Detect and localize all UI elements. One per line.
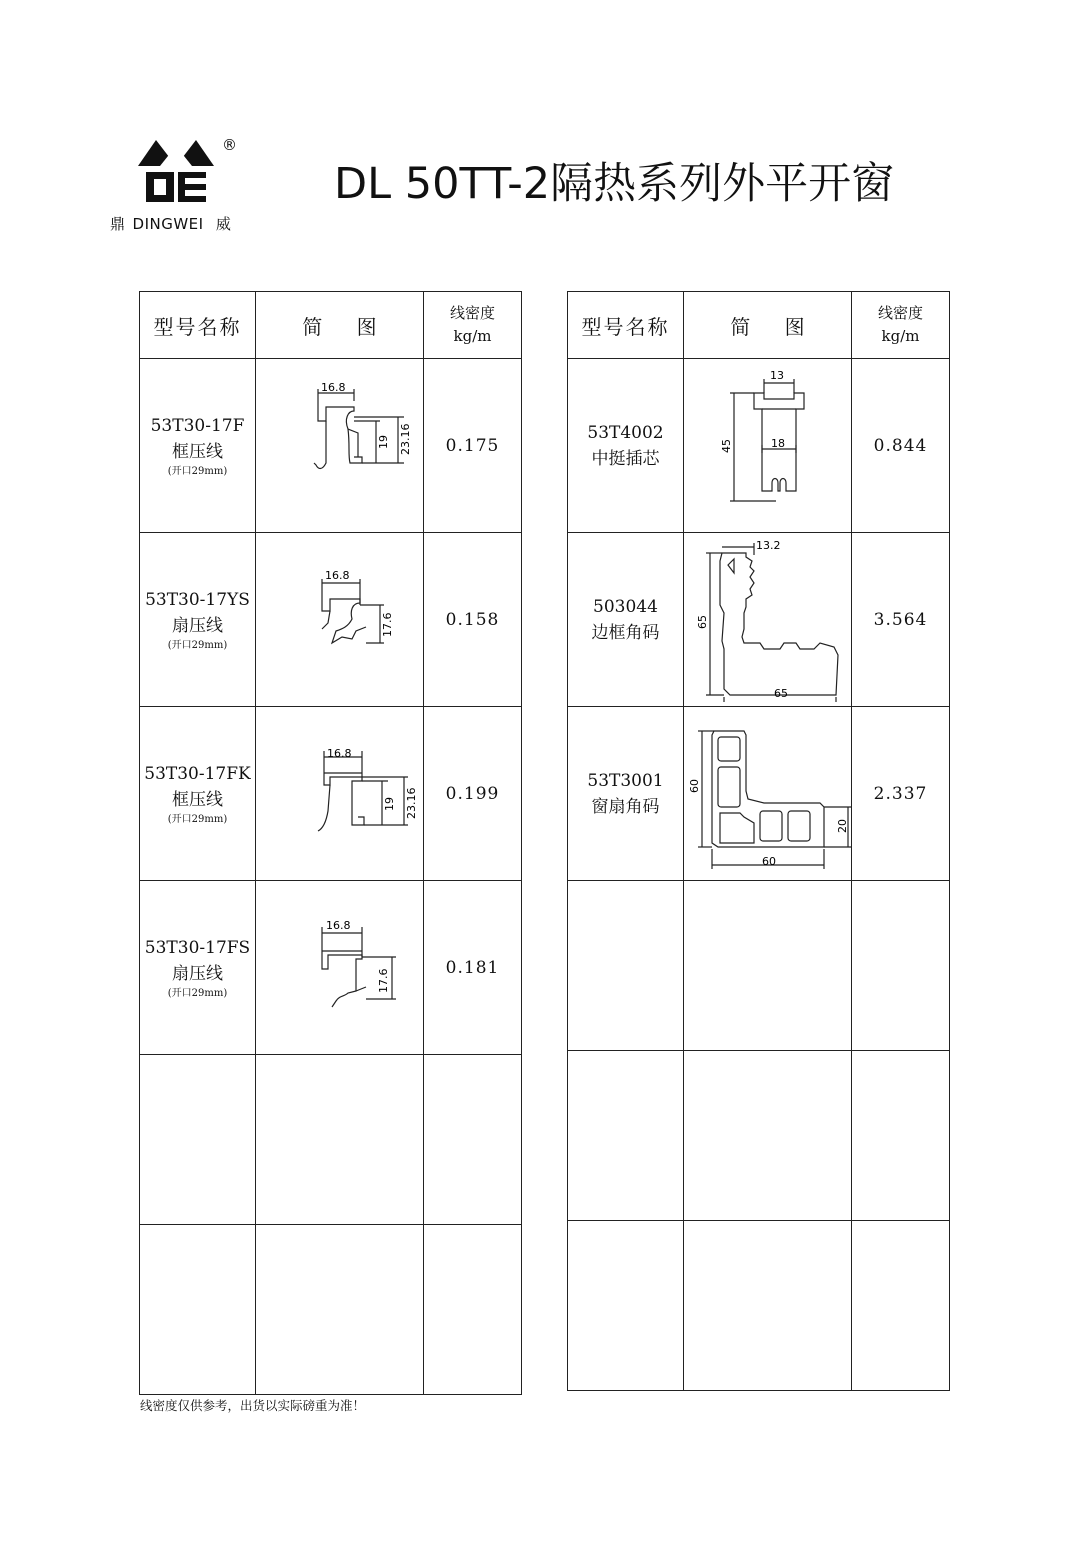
dim-end-height: 20 bbox=[836, 819, 849, 833]
table-row bbox=[568, 1221, 950, 1391]
model-name: 框压线 bbox=[172, 441, 223, 462]
picture-cell bbox=[684, 359, 852, 533]
model-cell bbox=[140, 359, 256, 533]
density-value: 3.564 bbox=[873, 609, 928, 630]
model-cell bbox=[568, 881, 684, 1051]
model-cell bbox=[140, 707, 256, 881]
model-cell bbox=[140, 1225, 256, 1395]
dim-height: 19 bbox=[377, 435, 390, 449]
model-cell bbox=[568, 359, 684, 533]
dim-height: 17.6 bbox=[377, 968, 390, 993]
density-value: 0.175 bbox=[445, 435, 500, 456]
table-row bbox=[140, 533, 522, 707]
picture-cell bbox=[684, 533, 852, 707]
picture-cell bbox=[256, 1225, 424, 1395]
dim-height-total: 23.16 bbox=[405, 787, 418, 819]
col-name-header bbox=[140, 292, 256, 359]
density-value: 2.337 bbox=[873, 783, 928, 804]
col-picture-header bbox=[256, 292, 424, 359]
registered-mark: ® bbox=[222, 136, 237, 154]
dim-inner-width: 18 bbox=[771, 437, 785, 450]
dim-height: 65 bbox=[696, 615, 709, 629]
dim-width: 65 bbox=[774, 687, 788, 700]
profile-icon bbox=[256, 533, 424, 702]
profile-icon bbox=[256, 881, 424, 1050]
page-title: DL 50TT-2隔热系列外平开窗 bbox=[334, 159, 895, 209]
table-row bbox=[568, 707, 950, 881]
picture-cell bbox=[256, 1055, 424, 1225]
model-code: 503044 bbox=[593, 596, 658, 617]
brand-left-char: 鼎 bbox=[110, 215, 126, 233]
col-name-header bbox=[568, 292, 684, 359]
brand-text bbox=[110, 213, 238, 234]
picture-cell bbox=[256, 359, 424, 533]
model-name: 中挺插芯 bbox=[591, 448, 660, 469]
table-row bbox=[140, 707, 522, 881]
table-row bbox=[568, 881, 950, 1051]
table-row bbox=[140, 359, 522, 533]
density-title: 线密度 bbox=[877, 304, 923, 322]
density-cell bbox=[852, 1051, 950, 1221]
model-note: (开口29mm) bbox=[167, 987, 228, 999]
model-note: (开口29mm) bbox=[167, 639, 228, 651]
density-value: 0.181 bbox=[445, 957, 500, 978]
col-picture-label: 简 图 bbox=[302, 314, 391, 339]
density-value: 0.844 bbox=[873, 435, 928, 456]
density-cell bbox=[852, 359, 950, 533]
col-name-label: 型号名称 bbox=[153, 314, 242, 339]
density-cell bbox=[424, 359, 522, 533]
density-value: 0.199 bbox=[445, 783, 500, 804]
col-picture-header bbox=[684, 292, 852, 359]
picture-cell bbox=[684, 707, 852, 881]
table-header bbox=[140, 292, 522, 359]
dim-top-width: 13.2 bbox=[756, 539, 781, 552]
picture-cell bbox=[684, 1051, 852, 1221]
model-code: 53T30-17FS bbox=[144, 937, 251, 958]
density-cell bbox=[424, 881, 522, 1055]
model-cell bbox=[140, 533, 256, 707]
dim-width: 16.8 bbox=[327, 747, 352, 760]
density-cell bbox=[424, 1055, 522, 1225]
density-unit: kg/m bbox=[881, 327, 920, 345]
table-header bbox=[568, 292, 950, 359]
col-picture-label: 简 图 bbox=[730, 314, 819, 339]
table-row bbox=[568, 359, 950, 533]
col-density-header bbox=[424, 292, 522, 359]
model-code: 53T4002 bbox=[587, 422, 664, 443]
density-cell bbox=[852, 533, 950, 707]
model-code: 53T30-17F bbox=[150, 415, 245, 436]
brand-name: DINGWEI bbox=[132, 215, 204, 233]
footer-note: 线密度仅供参考，出货以实际磅重为准！ bbox=[140, 1398, 366, 1413]
dingwei-logo-icon bbox=[136, 134, 216, 206]
model-note: (开口29mm) bbox=[167, 813, 228, 825]
dim-height: 17.6 bbox=[381, 612, 394, 637]
table-row bbox=[140, 881, 522, 1055]
model-name: 窗扇角码 bbox=[591, 796, 660, 817]
model-cell bbox=[140, 881, 256, 1055]
model-cell bbox=[140, 1055, 256, 1225]
model-code: 53T3001 bbox=[587, 770, 664, 791]
density-title: 线密度 bbox=[449, 304, 495, 322]
table-row bbox=[568, 533, 950, 707]
dim-width: 13 bbox=[770, 369, 784, 382]
model-note: (开口29mm) bbox=[167, 465, 228, 477]
dim-width: 16.8 bbox=[326, 919, 351, 932]
corner-icon bbox=[684, 533, 852, 702]
density-value: 0.158 bbox=[445, 609, 500, 630]
dim-width: 60 bbox=[762, 855, 776, 868]
density-cell bbox=[424, 533, 522, 707]
dim-height: 19 bbox=[383, 797, 396, 811]
profile-icon bbox=[256, 359, 424, 528]
model-name: 扇压线 bbox=[172, 963, 223, 984]
model-cell bbox=[568, 1051, 684, 1221]
dim-height-total: 23.16 bbox=[399, 423, 412, 455]
density-cell bbox=[424, 707, 522, 881]
dim-height: 45 bbox=[720, 439, 733, 453]
dim-width: 16.8 bbox=[325, 569, 350, 582]
model-code: 53T30-17YS bbox=[145, 589, 250, 610]
brand-logo bbox=[108, 134, 258, 234]
picture-cell bbox=[256, 881, 424, 1055]
brand-right-char: 威 bbox=[215, 215, 232, 233]
density-cell bbox=[852, 1221, 950, 1391]
dim-width: 16.8 bbox=[321, 381, 346, 394]
right-spec-table bbox=[567, 291, 950, 1391]
table-row bbox=[140, 1055, 522, 1225]
model-name: 扇压线 bbox=[172, 615, 223, 636]
col-name-label: 型号名称 bbox=[581, 314, 670, 339]
model-name: 框压线 bbox=[172, 789, 223, 810]
model-cell bbox=[568, 533, 684, 707]
table-row bbox=[140, 1225, 522, 1395]
profile-icon bbox=[256, 707, 424, 876]
model-cell bbox=[568, 707, 684, 881]
corner-icon bbox=[684, 707, 852, 876]
model-code: 53T30-17FK bbox=[144, 763, 251, 784]
density-cell bbox=[852, 881, 950, 1051]
picture-cell bbox=[256, 533, 424, 707]
density-unit: kg/m bbox=[453, 327, 492, 345]
model-name: 边框角码 bbox=[591, 622, 660, 643]
density-cell bbox=[424, 1225, 522, 1395]
density-cell bbox=[852, 707, 950, 881]
col-density-header bbox=[852, 292, 950, 359]
picture-cell bbox=[256, 707, 424, 881]
picture-cell bbox=[684, 881, 852, 1051]
table-row bbox=[568, 1051, 950, 1221]
profile-icon bbox=[684, 359, 852, 528]
left-spec-table bbox=[139, 291, 522, 1395]
model-cell bbox=[568, 1221, 684, 1391]
dim-height: 60 bbox=[688, 779, 701, 793]
picture-cell bbox=[684, 1221, 852, 1391]
